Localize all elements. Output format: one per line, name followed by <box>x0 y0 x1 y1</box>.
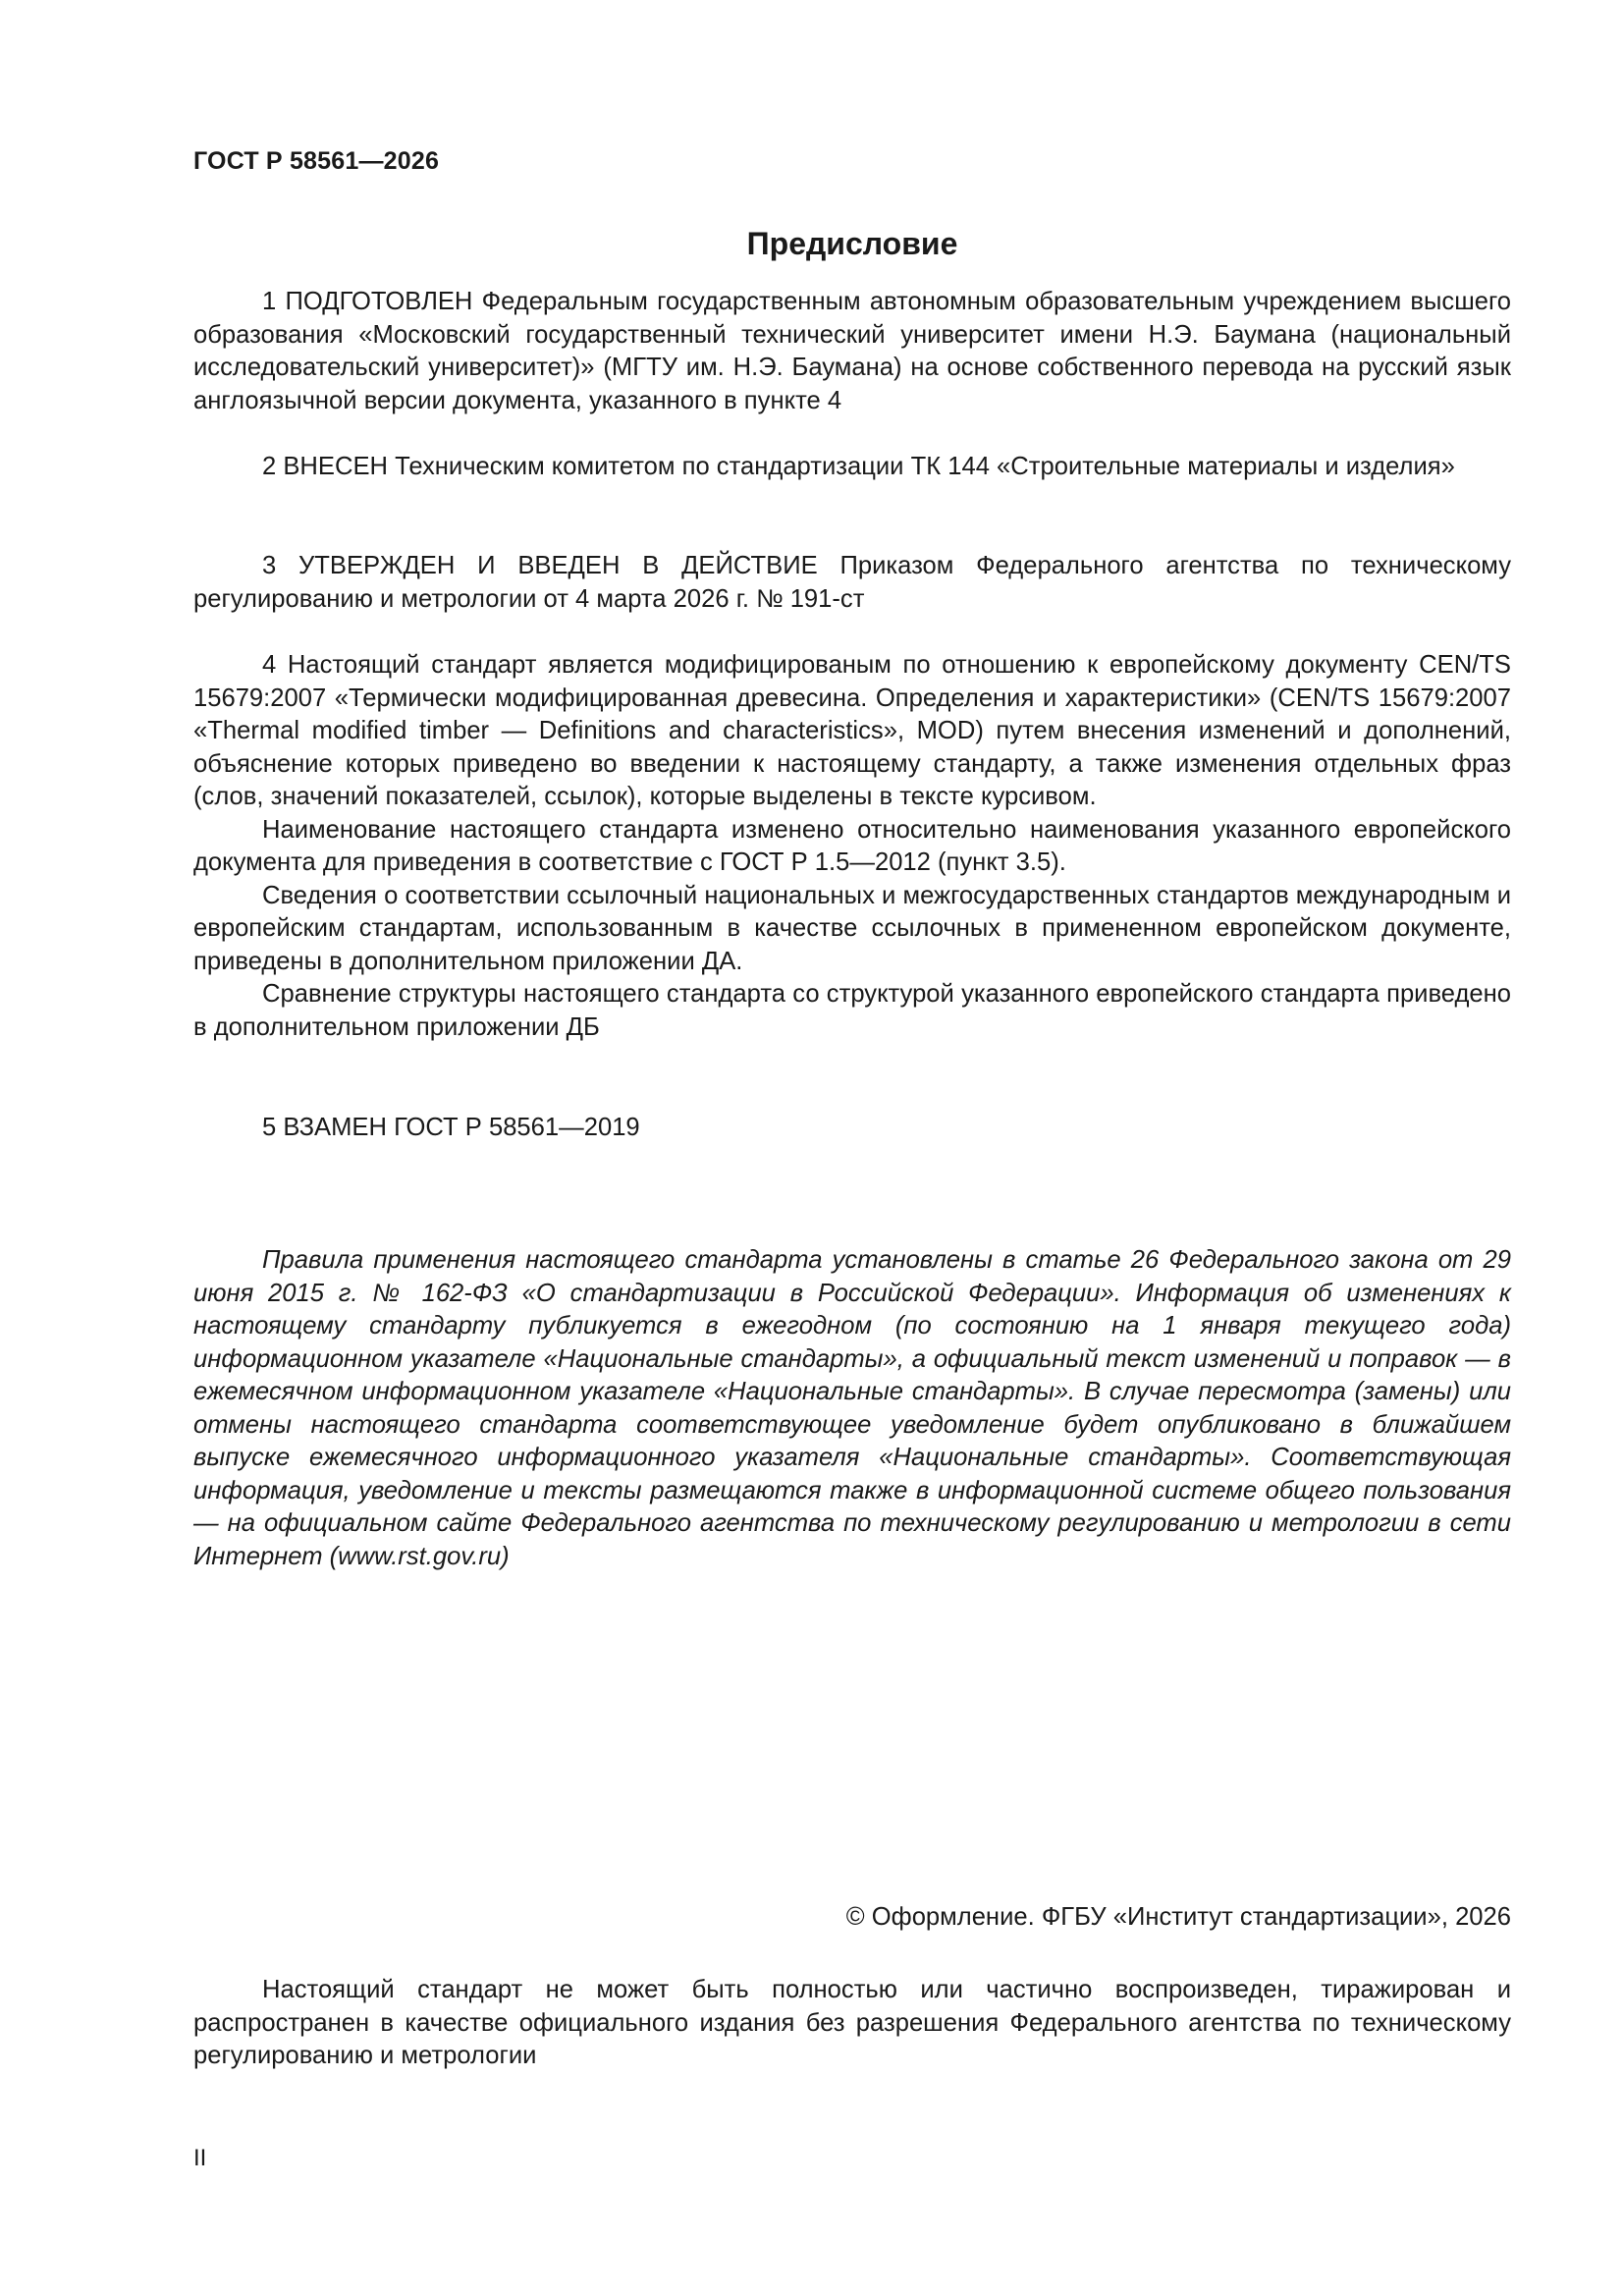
foreword-section-2 <box>193 451 1511 484</box>
standard-code-header: ГОСТ Р 58561—2026 <box>193 147 440 175</box>
paragraph: 4 Настоящий стандарт является модифицированым по отношению к европейскому документу CEN/TS 15679:2007 «Термически модифицированная древесина. Определения и характеристики» (CEN/TS 15679:2007 «Thermal modified timber — Definitions and characteristics», MOD) путем внесения изменений и дополнений, объяснение которых приведено во введении к настоящему стандарту, а также изменения отдельных фраз (слов, значений показателей, ссылок), которые выделены в тексте курсивом. <box>193 651 1511 810</box>
paragraph: Сравнение структуры настоящего стандарта со структурой указанного европейского стандарта приведено в дополнительном приложении ДБ <box>193 980 1511 1041</box>
reproduction-notice <box>193 1974 1511 2073</box>
foreword-section-4 <box>193 649 1511 1044</box>
page-title: Предисловие <box>746 226 958 261</box>
paragraph: 2 ВНЕСЕН Техническим комитетом по стандартизации ТК 144 «Строительные материалы и изделия» <box>262 453 1455 480</box>
foreword-section-3 <box>193 550 1511 616</box>
rules-notice <box>193 1244 1511 1573</box>
paragraph: Правила применения настоящего стандарта установлены в статье 26 Федерального закона от 29 июня 2015 г. № 162-ФЗ «О стандартизации в Российской Федерации». Информация об изменениях к настоящему стандарту публикуется в ежегодном (по состоянию на 1 января текущего года) информационном указателе «Национальные стандарты», а официальный текст изменений и поправок — в ежемесячном информационном указателе «Национальные стандарты». В случае пересмотра (замены) или отмены настоящего стандарта соответствующее уведомление будет опубликовано в ближайшем выпуске ежемесячного информационного указателя «Национальные стандарты». Соответствующая информация, уведомление и тексты размещаются также в информационной системе общего пользования — на официальном сайте Федерального агентства по техническому регулированию и метрологии в сети Интернет (www.rst.gov.ru) <box>193 1246 1511 1570</box>
paragraph: Сведения о соответствии ссылочный национальных и межгосударственных стандартов международным и европейским стандартам, использованным в качестве ссылочных в примененном европейском документе, приведены в дополнительном приложении ДА. <box>193 881 1511 975</box>
foreword-section-1 <box>193 286 1511 417</box>
foreword-section-5 <box>193 1112 1511 1145</box>
paragraph: 1 ПОДГОТОВЛЕН Федеральным государственным автономным образовательным учреждением высшего образования «Московский государственный технический университет имени Н.Э. Баумана (национальный исследовательский университет)» (МГТУ им. Н.Э. Баумана) на основе собственного перевода на русский язык англоязычной версии документа, указанного в пункте 4 <box>193 288 1511 414</box>
paragraph: 5 ВЗАМЕН ГОСТ Р 58561—2019 <box>262 1114 640 1141</box>
copyright-notice: © Оформление. ФГБУ «Институт стандартизации», 2026 <box>845 1903 1511 1931</box>
paragraph: Наименование настоящего стандарта изменено относительно наименования указанного европейского документа для приведения в соответствие с ГОСТ Р 1.5—2012 (пункт 3.5). <box>193 815 1511 876</box>
paragraph: Настоящий стандарт не может быть полностью или частично воспроизведен, тиражирован и распространен в качестве официального издания без разрешения Федерального агентства по техническому регулированию и метрологии <box>193 1976 1511 2069</box>
page-number: II <box>193 2145 207 2171</box>
paragraph: 3 УТВЕРЖДЕН И ВВЕДЕН В ДЕЙСТВИЕ Приказом Федерального агентства по техническому регулированию и метрологии от 4 марта 2026 г. № 191-ст <box>193 552 1511 613</box>
